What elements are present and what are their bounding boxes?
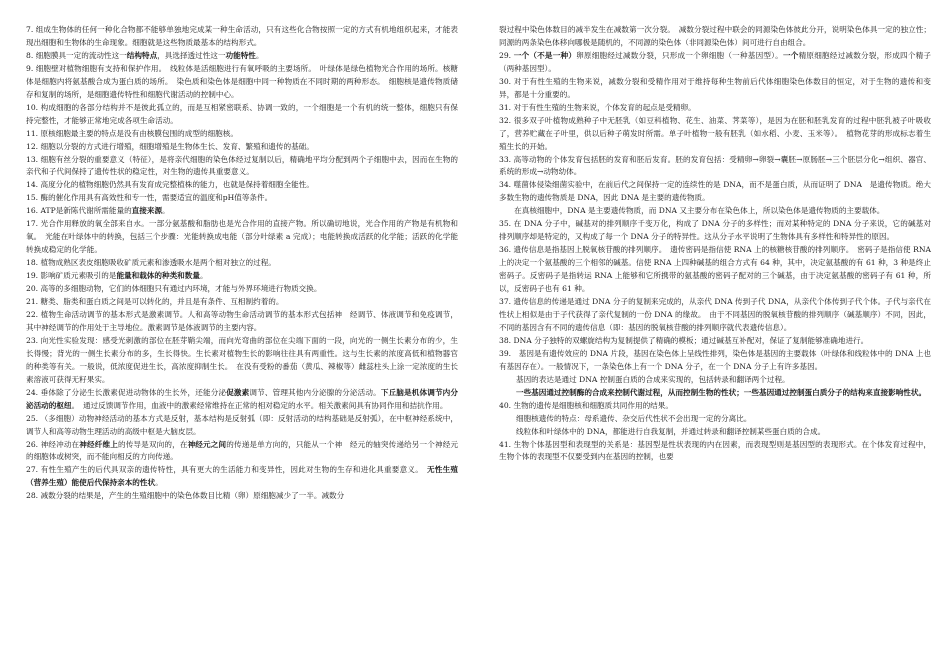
paragraph bbox=[499, 102, 931, 115]
text-run: 17. 光合作用释放的氧全部来自水。一部分氨基酸和脂肪也是光合作用的直接产物。所以确切地说，光合作用的产物是有机物和氧。 光能在叶绿体中的转换，包括三个步骤：光能转换成电能（部分叶绿素 a 完成）；电能转换成活跃的化学能；活跃的化学能转换成稳定的化学能。 bbox=[26, 219, 458, 255]
paragraph bbox=[26, 439, 458, 465]
bold-text: 能量和载体的种类和数量 bbox=[116, 271, 200, 281]
text-run: 卵原细胞经过减数分裂，只形成一个卵细胞（一种基因型）。 bbox=[576, 50, 783, 60]
paragraph bbox=[26, 296, 458, 309]
paragraph bbox=[26, 257, 458, 270]
paragraph bbox=[26, 63, 458, 102]
bold-text: 一个（不是一种） bbox=[513, 50, 577, 60]
text-run: 24. 垂体除了分泌生长激素促进动物体的生长外，还能分泌 bbox=[26, 387, 227, 397]
text-run: 35. 在 DNA 分子中，碱基对的排列顺序千变万化，构成了 DNA 分子的多样性；而对某种特定的 DNA 分子来说，它的碱基对排列顺序却是特定的，又构成了每一个 DNA 分子的特异性。这从分子水平说明了生物体具有多样性和特异性的原因。 bbox=[499, 219, 931, 242]
paragraph bbox=[26, 205, 458, 218]
text-run: 33. 高等动物的个体发育包括胚的发育和胚后发育。胚的发育包括：受精卵→卵裂→囊胚→原肠胚→三个胚层分化→组织、器官、系统的形成→动物幼体。 bbox=[499, 154, 931, 177]
text-run: 28. 减数分裂的结果是，产生的生殖细胞中的染色体数目比精（卵）原细胞减少了一半。减数分 bbox=[26, 491, 345, 501]
paragraph bbox=[26, 179, 458, 192]
text-run: 。 bbox=[199, 271, 208, 281]
text-run: 41. 生物个体基因型和表现型的关系是：基因型是性状表现的内在因素，而表现型则是基因型的表现形式。在个体发育过程中，生物个体的表现型不仅要受到内在基因的控制，也要 bbox=[499, 439, 931, 462]
text-run: 14. 高度分化的植物细胞仍然具有发育成完整植株的能力，也就是保持着细胞全能性。 bbox=[26, 180, 314, 190]
text-run: 18. 植物成熟区表皮细胞吸收矿质元素和渗透吸水是两个相对独立的过程。 bbox=[26, 258, 276, 268]
text-run: 15. 酶的催化作用具有高效性和专一性，需要适宜的温度和pH值等条件。 bbox=[26, 193, 273, 203]
text-run: 11. 原核细胞最主要的特点是没有由核膜包围的成型的细胞核。 bbox=[26, 128, 238, 138]
text-run: 31. 对于有性生殖的生物来说，个体发育的起点是受精卵。 bbox=[499, 102, 696, 112]
paragraph bbox=[26, 128, 458, 141]
text-run: 37. 遗传信息的传递是通过 DNA 分子的复制来完成的，从亲代 DNA 传到子代 DNA，从亲代个体传到子代个体。子代与亲代在性状上相似是由于子代获得了亲代复制的一份 DNA 的缘故。 由于不同基因的脱氧核苷酸的排列顺序（碱基顺序）不同，因此，不同的基因含有不同的遗传信息（即：基因的脱氧核苷酸的排列顺序就代表遗传信息）。 bbox=[499, 297, 931, 332]
paragraph bbox=[499, 179, 931, 205]
bold-text: 功能特性 bbox=[225, 50, 256, 60]
paragraph bbox=[499, 387, 931, 400]
text-run: 。 通过反馈调节作用，血液中的激素经常维持在正常的相对稳定的水平。相关激素间具有协同作用和拮抗作用。 bbox=[71, 400, 448, 410]
text-run: 36. 遗传信息是指基因上脱氧核苷酸的排列顺序。 遗传密码是指信使 RNA 上的核糖核苷酸的排列顺序。 密码子是指信使 RNA 上的决定一个氨基酸的三个相邻的碱基。信使 RNA 上四种碱基的组合方式有 64 种，其中，决定氨基酸的有 61 种，3 种是终止密码子。反密码子是指转运 RNA 上能够和它所携带的氨基酸的密码子配对的三个碱基，由于决定氨基酸的密码子有 61 种，所以，反密码子也有 61 种。 bbox=[499, 245, 931, 294]
text-run: 16. ATP是新陈代谢所需能量的 bbox=[26, 206, 132, 216]
text-run: 精原细胞经过减数分裂，形成四个精子（两种基因型）。 bbox=[499, 50, 932, 73]
paragraph bbox=[26, 192, 458, 205]
text-run: 23. 向光性实验发现：感受光刺激的部位在胚芽鞘尖端，而向光弯曲的部位在尖端下面的一段，向光的一侧生长素分布的少，生长得慢；背光的一侧生长素分布的多，生长得快。生长素对植物生长的影响往往具有两重性。这与生长素的浓度高低和植物器官的种类等有关。一般说，低浓度促进生长，高浓度抑制生长。 在没有受粉的番茄（黄瓜、辣椒等）雌蕊柱头上涂一定浓度的生长素溶液可获得无籽果实。 bbox=[26, 335, 458, 384]
text-run: 27. 有性生殖产生的后代具双亲的遗传特性，具有更大的生活能力和变异性，因此对生物的生存和进化具重要意义。 bbox=[26, 465, 427, 475]
text-run: 39. 基因是有遗传效应的 DNA 片段，基因在染色体上呈线性排列，染色体是基因的主要载体（叶绿体和线粒体中的 DNA 上也有基因存在）。一般情况下，一条染色体上有一个 DNA 分子，在一个 DNA 分子上有许多基因。 bbox=[499, 348, 931, 371]
text-run: 38. DNA 分子独特的双螺旋结构为复制提供了精确的模板；通过碱基互补配对，保证了复制能够准确地进行。 bbox=[499, 335, 869, 345]
paragraph bbox=[26, 154, 458, 180]
text-run: 裂过程中染色体数目的减半发生在减数第一次分裂。 减数分裂过程中联会的同源染色体彼此分开，说明染色体具一定的独立性；同源的两条染色体移向哪极是随机的，不同源的染色体（非同源染色体）间可进行自由组合。 bbox=[499, 25, 931, 47]
text-run: 26. 神经冲动在 bbox=[26, 439, 80, 449]
bold-text: 神经纤维上 bbox=[79, 439, 118, 449]
paragraph bbox=[26, 309, 458, 335]
text-run: 21. 糖类、脂类和蛋白质之间是可以转化的，并且是有条件、互相制约着的。 bbox=[26, 297, 284, 307]
text-run: 。 bbox=[155, 478, 163, 488]
paragraph bbox=[499, 50, 931, 76]
paragraph bbox=[26, 464, 458, 490]
text-run: 调节、管理其他内分泌腺的分泌活动。 bbox=[249, 387, 381, 397]
paragraph bbox=[26, 102, 458, 128]
bold-text: 促激素 bbox=[226, 387, 250, 397]
paragraph bbox=[26, 218, 458, 257]
paragraph bbox=[499, 348, 931, 374]
text-run: ，具选择透过性这一 bbox=[157, 50, 226, 60]
text-run: 22. 植物生命活动调节的基本形式是激素调节。人和高等动物生命活动调节的基本形式包括神 经调节、体液调节和免疫调节，其中神经调节的作用处于主导地位。激素调节是体液调节的主要内容。 bbox=[26, 309, 458, 332]
left-column bbox=[26, 24, 458, 503]
paragraph bbox=[26, 387, 458, 413]
text-run: 13. 细胞有丝分裂的重要意义（特征），是将亲代细胞的染色体经过复制以后，精确地平均分配到两个子细胞中去，因而在生物的亲代和子代间保持了遗传性状的稳定性，对生物的遗传具重要意义。 bbox=[26, 154, 458, 177]
bold-text: 神经元之间 bbox=[187, 439, 227, 449]
text-run: 34. 噬菌体侵染细菌实验中，在前后代之间保持一定的连续性的是 DNA，而不是蛋白质，从而证明了 DNA 是遗传物质。绝大多数生物的遗传物质是 DNA，因此 DNA 是主要的遗传物质。 bbox=[499, 180, 931, 203]
paragraph bbox=[499, 439, 931, 465]
bold-text: 一些基因通过控制酶的合成来控制代谢过程，从而控制生物的性状；一些基因通过控制蛋白质分子的结构来直接影响性状。 bbox=[516, 387, 927, 397]
paragraph bbox=[499, 374, 931, 387]
text-run: 。 bbox=[162, 206, 170, 216]
text-run: 32. 很多双子叶植物成熟种子中无胚乳（如豆科植物、花生、油菜、荠菜等），是因为在胚和胚乳发育的过程中胚乳被子叶吸收了，营养贮藏在子叶里，供以后种子萌发时所需。单子叶植物一般有胚乳（如水稻、小麦、玉米等）。 植物花芽的形成标志着生殖生长的开始。 bbox=[499, 115, 931, 151]
text-run: 40. 生物的遗传是细胞核和细胞质共同作用的结果。 bbox=[499, 400, 673, 410]
paragraph bbox=[499, 205, 931, 218]
text-run: 12. 细胞以分裂的方式进行增殖，细胞增殖是生物体生长、发育、繁殖和遗传的基础。 bbox=[26, 141, 314, 151]
paragraph bbox=[499, 426, 931, 439]
text-run: 细胞核遗传的特点：母系遗传、杂交后代性状不会出现一定的分离比。 bbox=[516, 413, 752, 423]
paragraph bbox=[26, 413, 458, 439]
text-run: 19. 影响矿质元素吸引的是 bbox=[26, 271, 117, 281]
paragraph bbox=[26, 490, 458, 503]
paragraph bbox=[499, 154, 931, 180]
paragraph bbox=[26, 335, 458, 387]
paragraph bbox=[499, 296, 931, 335]
text-run: 基因的表达是通过 DNA 控制蛋白质的合成来实现的，包括转录和翻译两个过程。 bbox=[516, 374, 790, 384]
text-run: 30. 对于有性生殖的生物来说，减数分裂和受精作用对于维持每种生物前后代体细胞染色体数目的恒定，对于生物的遗传和变异，都是十分重要的。 bbox=[499, 76, 931, 99]
paragraph bbox=[499, 76, 931, 102]
paragraph bbox=[499, 24, 931, 50]
paragraph bbox=[499, 115, 931, 154]
text-run: 10. 构成细胞的各部分结构并不是彼此孤立的，而是互相紧密联系、协调一致的，一个细胞是一个有机的统一整体，细胞只有保持完整性，才能够正常地完成各项生命活动。 bbox=[26, 102, 458, 125]
paragraph bbox=[499, 400, 931, 413]
text-run: 29. bbox=[499, 50, 514, 60]
text-run: 25. （多细胞）动物神经活动的基本方式是反射，基本结构是反射弧（即：反射活动的结构基础是反射弧），在中枢神经系统中，调节人和高等动物生理活动的高级中枢是大脑皮层。 bbox=[26, 413, 458, 436]
paragraph bbox=[26, 270, 458, 283]
paragraph bbox=[26, 141, 458, 154]
paragraph bbox=[26, 283, 458, 296]
text-run: 的传递是单方向的，只能从一个神 经元的轴突传递给另一个神经元的细胞体或树突，而不能向相反的方向传递。 bbox=[26, 439, 459, 462]
text-run: 线粒体和叶绿体中的 DNA，都能进行自我复制，并通过转录和翻译控制某些蛋白质的合成。 bbox=[516, 426, 826, 436]
paragraph bbox=[499, 335, 931, 348]
right-column bbox=[499, 24, 931, 464]
text-run: 。 bbox=[255, 50, 264, 60]
text-run: 8. 细胞膜具一定的流动性这一 bbox=[26, 50, 127, 60]
bold-text: 下丘脑是机体调节内分泌活动的枢纽 bbox=[26, 387, 459, 410]
bold-text: 一个 bbox=[782, 50, 799, 60]
text-run: 9. 细胞壁对植物细胞有支持和保护作用。 线粒体是活细胞进行有氧呼吸的主要场所。 叶绿体是绿色植物光合作用的场所。核糖体是细胞内将氨基酸合成为蛋白质的场所。 染色质和染色体是细胞中同一种物质在不同时期的两种形态。 细胞核是遗传物质储存和复制的场所，是细胞遗传特性和细胞代谢活动的控制中心。 bbox=[26, 63, 458, 99]
paragraph bbox=[26, 24, 458, 50]
bold-text: 结构特点 bbox=[126, 50, 158, 60]
bold-text: 直接来源 bbox=[131, 206, 163, 216]
text-run: 20. 高等的多细胞动物，它们的体细胞只有通过内环境，才能与外界环境进行物质交换。 bbox=[26, 284, 322, 294]
text-run: 7. 组成生物体的任何一种化合物都不能够单独地完成某一种生命活动，只有这些化合物按照一定的方式有机地组织起来，才能表现出细胞和生物体的生命现象。细胞就是这些物质最基本的结构形式。 bbox=[26, 25, 458, 47]
paragraph bbox=[26, 50, 458, 63]
bold-text: 无性生殖（营养生殖）能使后代保持亲本的性状 bbox=[26, 465, 458, 488]
text-run: 的传导是双向的，在 bbox=[117, 439, 188, 449]
paragraph bbox=[499, 244, 931, 296]
paragraph bbox=[499, 218, 931, 244]
paragraph bbox=[499, 413, 931, 426]
text-run: 在真核细胞中，DNA 是主要遗传物质，而 DNA 又主要分布在染色体上，所以染色体是遗传物质的主要载体。 bbox=[499, 206, 885, 216]
